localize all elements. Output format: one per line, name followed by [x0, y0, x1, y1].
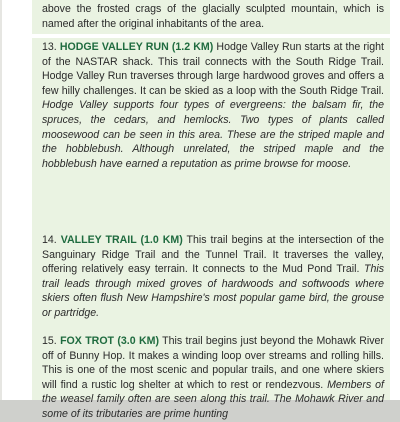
trail-description: This trail begins at the intersection of the Sanguinary Ridge Trail and the Tunnel Trail. It traverses the valley, offering relatively easy terrain. It connects to the Mud Pond Trail. — [42, 234, 384, 276]
trail-number: 13. — [42, 41, 57, 53]
trail-entry-valley-trail — [32, 233, 390, 321]
trail-nature-note: This trail leads through mixed groves of hardwoods and softwoods where skiers often flush New Hampshire's most popular game bird, the grouse or partridge. — [42, 263, 384, 319]
trail-nature-note: Hodge Valley supports four types of evergreens: the balsam fir, the spruces, the cedars, and hemlocks. Two types of plants called moosewood can be seen in this area. These are the striped maple and the hobblebush. Although unrelated, the striped maple and the hobblebush have earned a reputation as prime browse for moose. — [42, 99, 384, 170]
trail-title: VALLEY TRAIL (1.0 KM) — [60, 234, 183, 246]
trail-entry-hodge-valley-run — [32, 40, 390, 171]
trail-title: HODGE VALLEY RUN (1.2 KM) — [59, 41, 214, 53]
trail-nature-note: Members of the weasel family often are seen along this trail. The Mohawk River and some of its tributaries are prime hunting — [42, 378, 384, 420]
intro-text: above the frosted crags of the glacially sculpted mountain, which is named after the original inhabitants of the area. — [42, 3, 384, 30]
intro-panel — [32, 0, 390, 34]
trail-number: 15. — [42, 335, 57, 347]
trail-description: This trail begins just beyond the Mohawk River off of Bunny Hop. It makes a winding loop over streams and rolling hills. This is one of the most scenic and popular trails, and one where skiers will find a rustic log shelter at which to rest or rendezvous. — [42, 335, 384, 391]
trails-panel — [32, 38, 390, 420]
trail-description: Hodge Valley Run starts at the right of the NASTAR shack. This trail connects with the South Ridge Trail. Hodge Valley Run traverses through large hardwood groves and offers a few hilly challenges. It can be skied as a loop with the South Ridge Trail. — [42, 41, 384, 97]
trail-entry-fox-trot — [32, 334, 390, 422]
trail-number: 14. — [42, 234, 57, 246]
trail-title: FOX TROT (3.0 KM) — [60, 335, 159, 347]
